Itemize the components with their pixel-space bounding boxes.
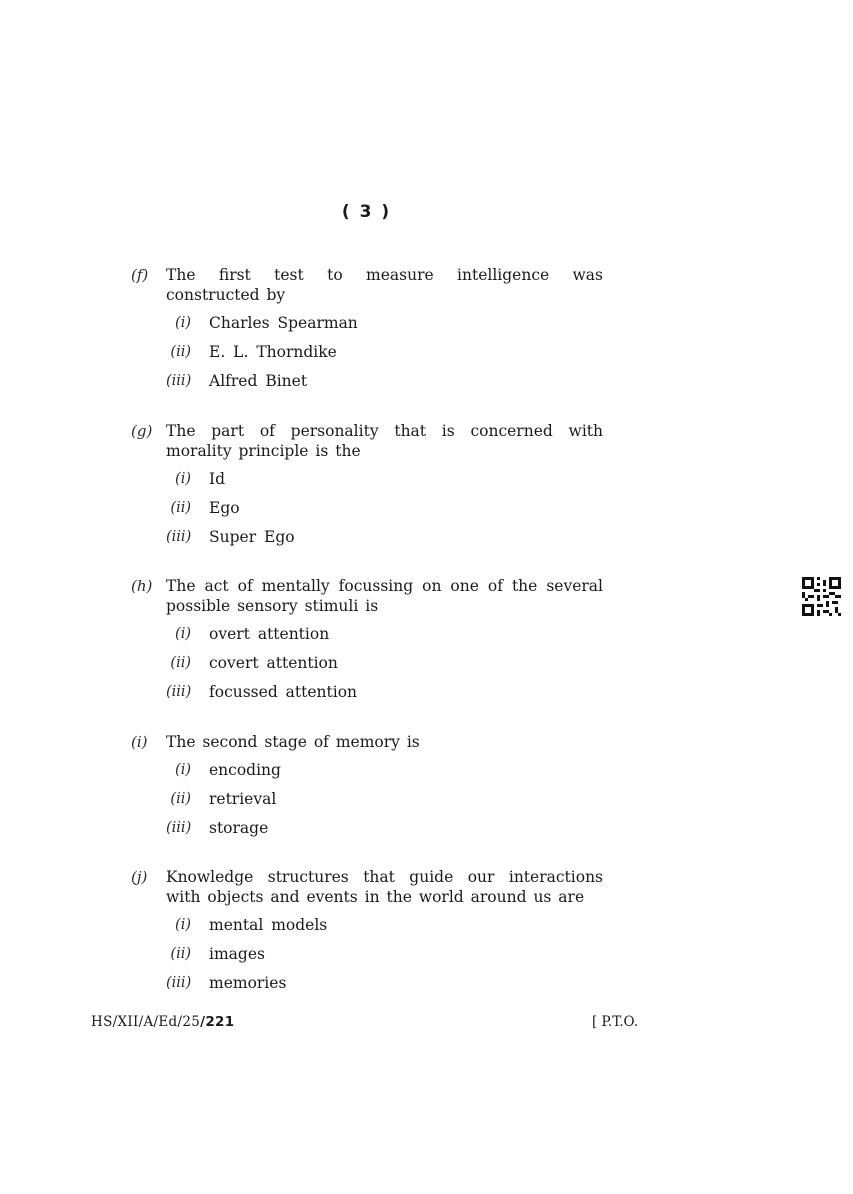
option-text: images [209, 945, 265, 963]
question-label: (i) [131, 733, 148, 751]
option-label: (i) [175, 471, 191, 487]
option-text: Ego [209, 499, 240, 517]
question-label: (h) [131, 577, 153, 595]
option-item [131, 653, 603, 682]
option-item [131, 944, 603, 973]
question-text: The act of mentally focussing on one of the several possible sensory stimuli is [166, 577, 603, 615]
option-label: (i) [175, 917, 191, 933]
question-g [131, 421, 603, 556]
footer-code [91, 1014, 234, 1030]
option-text: overt attention [209, 625, 330, 643]
option-list [131, 760, 603, 847]
option-label: (iii) [166, 975, 192, 991]
footer-code-number: /221 [200, 1014, 235, 1030]
option-label: (ii) [170, 946, 191, 962]
option-item [131, 313, 603, 342]
option-item [131, 760, 603, 789]
option-item [131, 682, 603, 711]
question-text: The first test to measure intelligence was constructed by [166, 266, 603, 304]
question-label: (g) [131, 422, 153, 440]
option-text: memories [209, 974, 287, 992]
option-item [131, 371, 603, 400]
question-text: Knowledge structures that guide our interactions with objects and events in the world around us are [166, 868, 603, 906]
question-text: The second stage of memory is [166, 733, 420, 751]
option-text: focussed attention [209, 683, 358, 701]
option-list [131, 313, 603, 400]
question-f [131, 265, 603, 400]
option-item [131, 818, 603, 847]
option-item [131, 973, 603, 1002]
option-text: Super Ego [209, 528, 295, 546]
option-text: Alfred Binet [209, 372, 308, 390]
option-item [131, 498, 603, 527]
option-label: (i) [175, 315, 191, 331]
footer-pto: [ P.T.O. [592, 1014, 639, 1030]
option-label: (ii) [170, 655, 191, 671]
question-label: (j) [131, 868, 148, 886]
option-label: (iii) [166, 820, 192, 836]
option-text: covert attention [209, 654, 338, 672]
question-h [131, 576, 603, 711]
option-item [131, 342, 603, 371]
option-label: (i) [175, 626, 191, 642]
option-text: encoding [209, 761, 281, 779]
question-i [131, 732, 603, 847]
option-label: (iii) [166, 684, 192, 700]
page-number: ( 3 ) [341, 202, 392, 222]
qr-code-icon [802, 577, 841, 616]
option-label: (i) [175, 762, 191, 778]
option-list [131, 469, 603, 556]
option-label: (ii) [170, 344, 191, 360]
option-item [131, 527, 603, 556]
option-text: retrieval [209, 790, 277, 808]
option-label: (iii) [166, 529, 192, 545]
option-label: (ii) [170, 500, 191, 516]
option-list [131, 915, 603, 1002]
option-text: mental models [209, 916, 328, 934]
option-item [131, 624, 603, 653]
question-j [131, 867, 603, 1002]
option-label: (ii) [170, 791, 191, 807]
footer-code-prefix: HS/XII/A/Ed/25 [91, 1014, 201, 1030]
option-item [131, 469, 603, 498]
question-label: (f) [131, 266, 149, 284]
option-item [131, 789, 603, 818]
option-text: E. L. Thorndike [209, 343, 337, 361]
option-label: (iii) [166, 373, 192, 389]
option-text: storage [209, 819, 269, 837]
option-text: Id [209, 470, 226, 488]
option-text: Charles Spearman [209, 314, 358, 332]
question-text: The part of personality that is concerned with morality principle is the [166, 422, 603, 460]
option-list [131, 624, 603, 711]
option-item [131, 915, 603, 944]
